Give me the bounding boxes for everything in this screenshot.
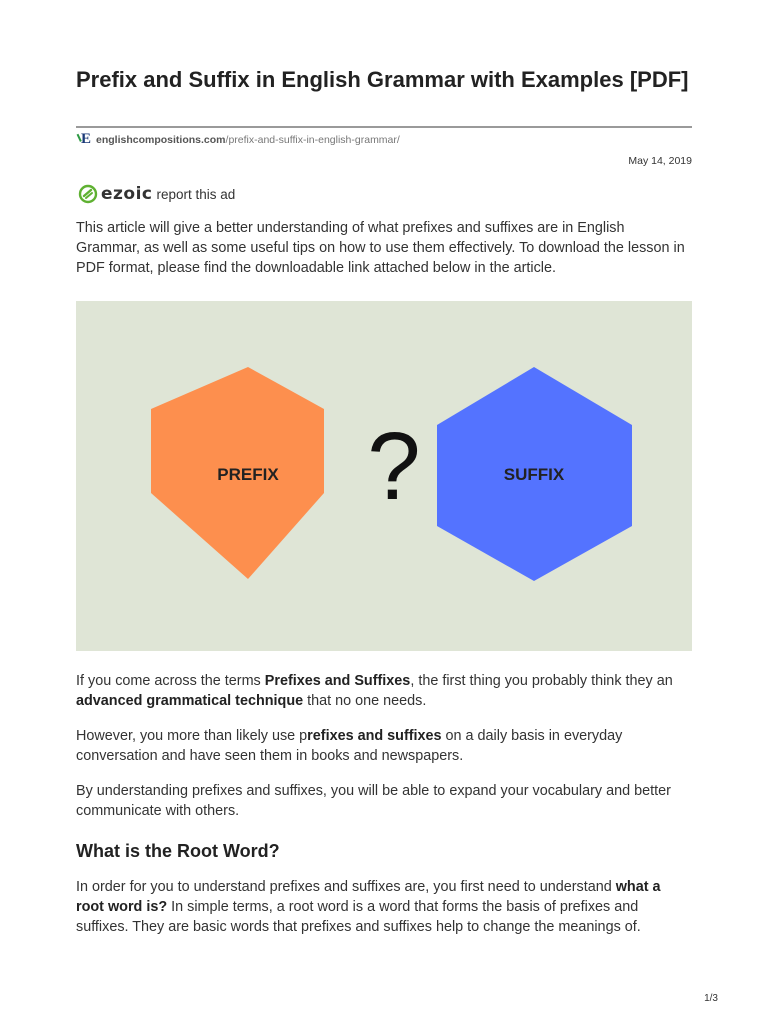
prefix-suffix-figure — [76, 301, 692, 651]
para1-text-3: that no one needs. — [303, 693, 427, 709]
para1-bold-1: Prefixes and Suffixes — [264, 673, 411, 689]
ezoic-wordmark: ezoic — [101, 184, 153, 204]
publish-date: May 14, 2019 — [628, 155, 692, 167]
paragraph-1 — [76, 671, 692, 711]
report-ad-link[interactable]: report this ad — [156, 186, 236, 202]
section-text-2: In simple terms, a root word is a word that forms the basis of prefixes and suffixes. They are basic words that prefixes and suffixes help to change the meanings of. — [76, 899, 641, 935]
ezoic-logo[interactable] — [78, 184, 153, 204]
question-mark: ? — [367, 413, 421, 520]
paragraph-2 — [76, 726, 692, 766]
section-paragraph — [76, 877, 692, 937]
para1-text-1: If you come across the terms — [76, 673, 265, 689]
para2-bold-1: refixes and suffixes — [307, 728, 442, 744]
ad-report-line — [78, 183, 235, 205]
section-heading: What is the Root Word? — [76, 841, 280, 861]
title-divider — [76, 126, 692, 128]
source-domain[interactable]: englishcompositions.com — [96, 134, 226, 146]
figure-graphic — [76, 301, 692, 651]
source-path[interactable]: /prefix-and-suffix-in-english-grammar/ — [225, 134, 400, 146]
paragraph-3: By understanding prefixes and suffixes, you will be able to expand your vocabulary and better communicate with others. — [76, 783, 671, 819]
suffix-label: SUFFIX — [503, 465, 565, 484]
source-line[interactable] — [78, 131, 400, 149]
intro-paragraph: This article will give a better understanding of what prefixes and suffixes are in English Grammar, as well as some useful tips on how to use them effectively. To download the lesson in PDF format, please find the downloadable link attached below in the article. — [76, 220, 685, 276]
ezoic-badge-icon — [78, 184, 98, 204]
article-title: Prefix and Suffix in English Grammar with Examples [PDF] — [76, 67, 689, 92]
page-number: 1/3 — [704, 993, 718, 1004]
para1-bold-2: advanced grammatical technique — [76, 693, 304, 709]
para2-text-2: on a daily basis in everyday conversation and have seen them in books and newspapers. — [76, 728, 623, 764]
para1-text-2: , the first thing you probably think they an — [410, 673, 673, 689]
section-bold-1: what a root word is? — [76, 879, 661, 915]
para2-text-1: However, you more than likely use p — [76, 728, 308, 744]
section-text-1: In order for you to understand prefixes and suffixes are, you first need to understand — [76, 879, 616, 895]
prefix-label: PREFIX — [217, 465, 279, 484]
site-logo-icon: E — [78, 131, 94, 149]
